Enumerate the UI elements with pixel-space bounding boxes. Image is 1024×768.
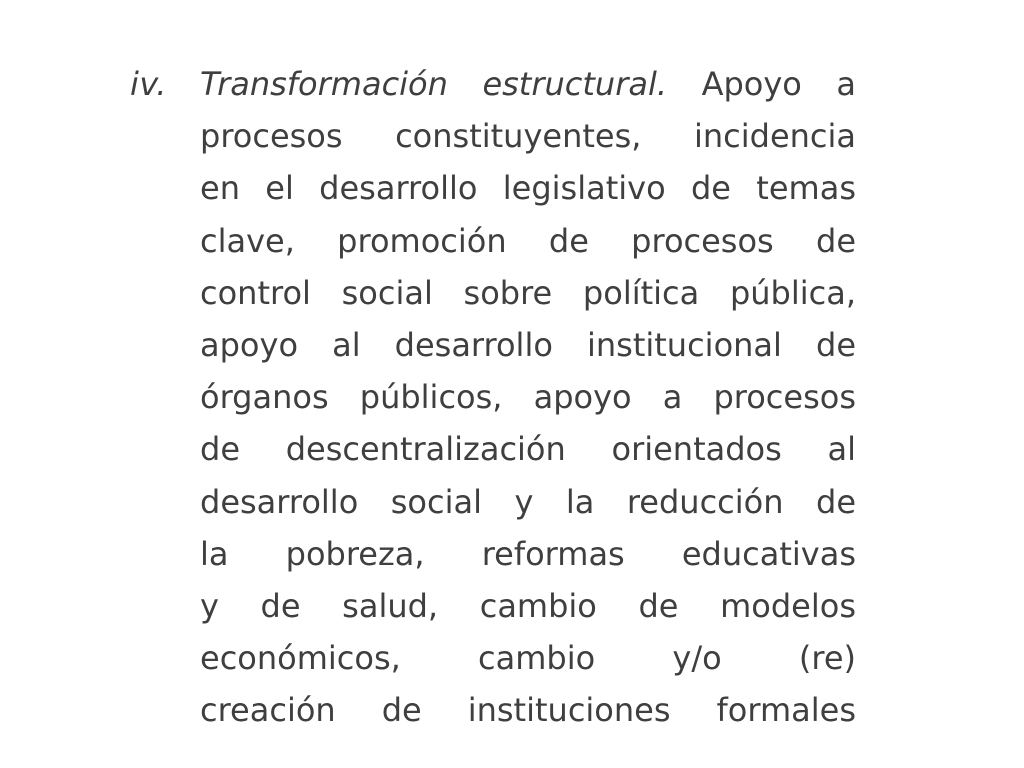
item-heading: Transformación estructural. (200, 65, 668, 103)
paragraph-line-3: en el desarrollo legislativo de temas (200, 169, 856, 208)
paragraph-line-1 (200, 58, 856, 110)
paragraph-line-4: clave, promoción de procesos de (200, 221, 856, 260)
paragraph-line-2: procesos constituyentes, incidencia (200, 117, 856, 156)
paragraph-line-10: la pobreza, reformas educativas (200, 534, 856, 573)
paragraph-line-5: control social sobre política pública, (200, 273, 856, 312)
paragraph-line-6: apoyo al desarrollo institucional de (200, 325, 856, 364)
list-item-paragraph (200, 58, 856, 736)
line-text: Apoyo a (701, 65, 856, 103)
paragraph-line-12: económicos, cambio y/o (re) (200, 639, 856, 678)
list-item-marker: iv. (130, 65, 167, 103)
paragraph-line-9: desarrollo social y la reducción de (200, 482, 856, 521)
paragraph-line-13: creación de instituciones formales (200, 691, 856, 730)
paragraph-line-8: de descentralización orientados al (200, 430, 856, 469)
paragraph-line-11: y de salud, cambio de modelos (200, 586, 856, 625)
paragraph-line-7: órganos públicos, apoyo a procesos (200, 378, 856, 417)
